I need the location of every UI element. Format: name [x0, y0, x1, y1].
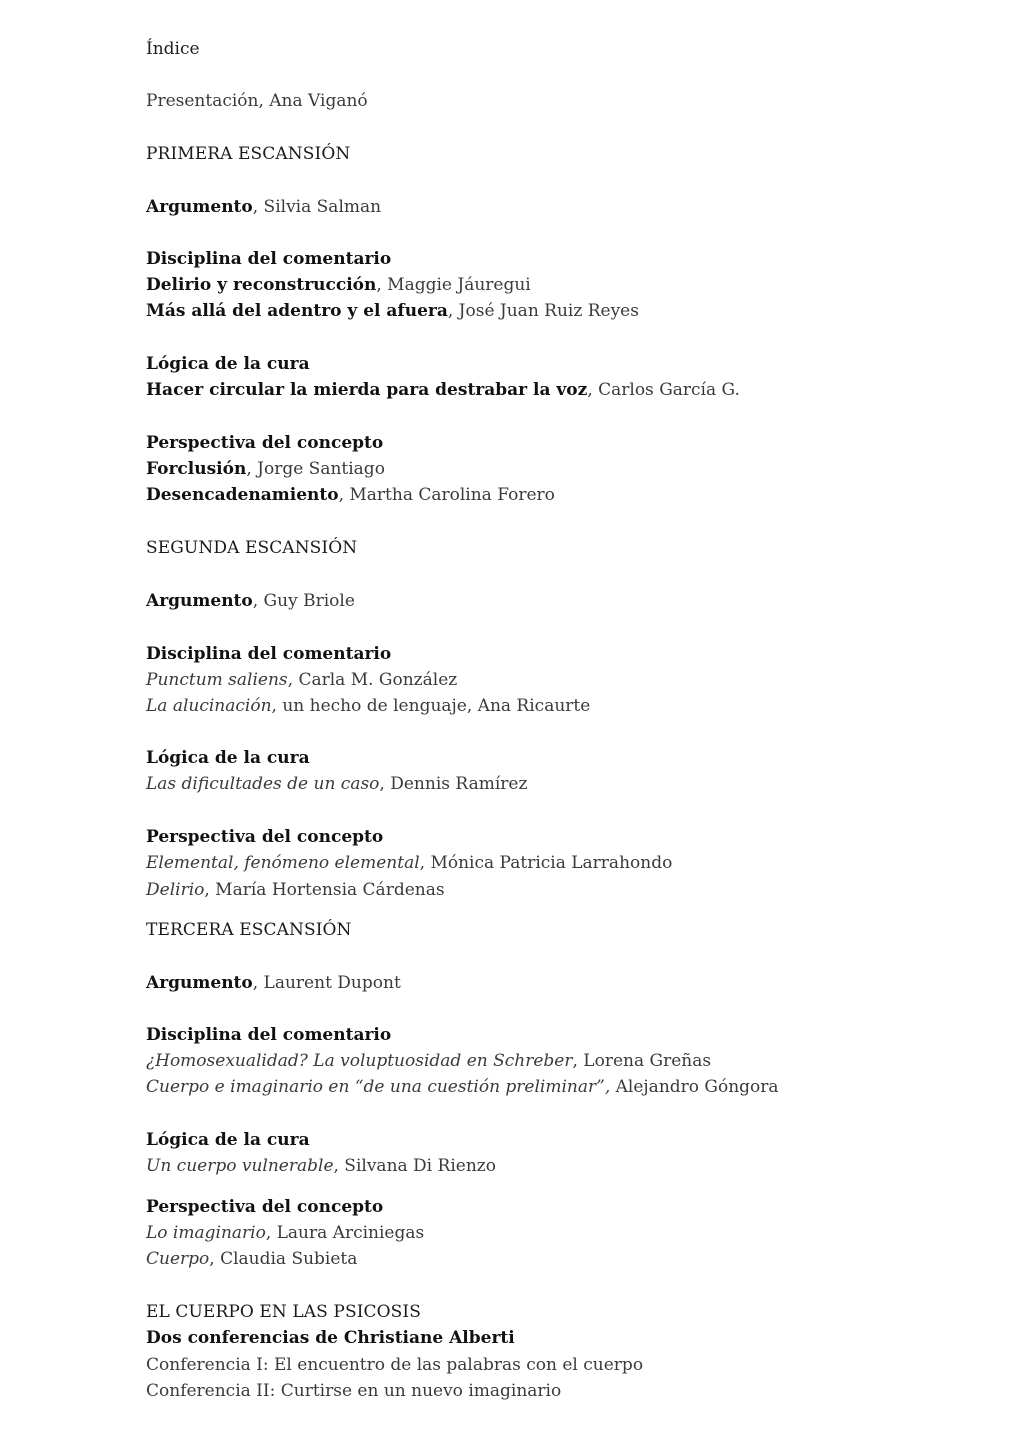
section-heading-segunda: SEGUNDA ESCANSIÓN [146, 538, 358, 558]
primera-logica-entry-1: Hacer circular la mierda para destrabar la voz, Carlos García G. [146, 380, 740, 400]
primera-logica-heading: Lógica de la cura [146, 354, 310, 374]
segunda-logica-heading: Lógica de la cura [146, 748, 310, 768]
tercera-disciplina-entry-1: ¿Homosexualidad? La voluptuosidad en Schreber, Lorena Greñas [146, 1051, 712, 1071]
tercera-perspectiva-entry-1: Lo imaginario, Laura Arciniegas [146, 1223, 425, 1243]
primera-perspectiva-entry-1: Forclusión, Jorge Santiago [146, 459, 385, 479]
presentation-entry: Presentación, Ana Viganó [146, 91, 368, 111]
cuerpo-conference-2: Conferencia II: Curtirse en un nuevo imaginario [146, 1381, 562, 1401]
segunda-disciplina-entry-1: Punctum saliens, Carla M. González [146, 670, 458, 690]
primera-argumento-entry: Argumento, Silvia Salman [146, 197, 382, 217]
section-heading-cuerpo: EL CUERPO EN LAS PSICOSIS [146, 1302, 421, 1322]
section-heading-primera: PRIMERA ESCANSIÓN [146, 144, 351, 164]
cuerpo-conference-1: Conferencia I: El encuentro de las palabras con el cuerpo [146, 1355, 644, 1375]
primera-perspectiva-heading: Perspectiva del concepto [146, 433, 384, 453]
segunda-perspectiva-entry-2: Delirio, María Hortensia Cárdenas [146, 880, 445, 900]
primera-perspectiva-entry-2: Desencadenamiento, Martha Carolina Forero [146, 485, 555, 505]
segunda-perspectiva-heading: Perspectiva del concepto [146, 827, 384, 847]
segunda-argumento-entry: Argumento, Guy Briole [146, 591, 355, 611]
tercera-disciplina-heading: Disciplina del comentario [146, 1025, 392, 1045]
primera-disciplina-heading: Disciplina del comentario [146, 249, 392, 269]
tercera-perspectiva-entry-2: Cuerpo, Claudia Subieta [146, 1249, 358, 1269]
tercera-perspectiva-heading: Perspectiva del concepto [146, 1197, 384, 1217]
tercera-logica-heading: Lógica de la cura [146, 1130, 310, 1150]
section-heading-tercera: TERCERA ESCANSIÓN [146, 920, 352, 940]
tercera-logica-entry-1: Un cuerpo vulnerable, Silvana Di Rienzo [146, 1156, 496, 1176]
index-title: Índice [146, 39, 200, 59]
cuerpo-subtitle: Dos conferencias de Christiane Alberti [146, 1328, 515, 1348]
segunda-disciplina-heading: Disciplina del comentario [146, 644, 392, 664]
primera-disciplina-entry-2: Más allá del adentro y el afuera, José Juan Ruiz Reyes [146, 301, 639, 321]
segunda-logica-entry-1: Las dificultades de un caso, Dennis Ramírez [146, 774, 528, 794]
tercera-argumento-entry: Argumento, Laurent Dupont [146, 973, 401, 993]
segunda-disciplina-entry-2: La alucinación, un hecho de lenguaje, Ana Ricaurte [146, 696, 591, 716]
tercera-disciplina-entry-2: Cuerpo e imaginario en “de una cuestión preliminar”, Alejandro Góngora [146, 1077, 779, 1097]
segunda-perspectiva-entry-1: Elemental, fenómeno elemental, Mónica Patricia Larrahondo [146, 853, 673, 873]
primera-disciplina-entry-1: Delirio y reconstrucción, Maggie Jáuregui [146, 275, 531, 295]
